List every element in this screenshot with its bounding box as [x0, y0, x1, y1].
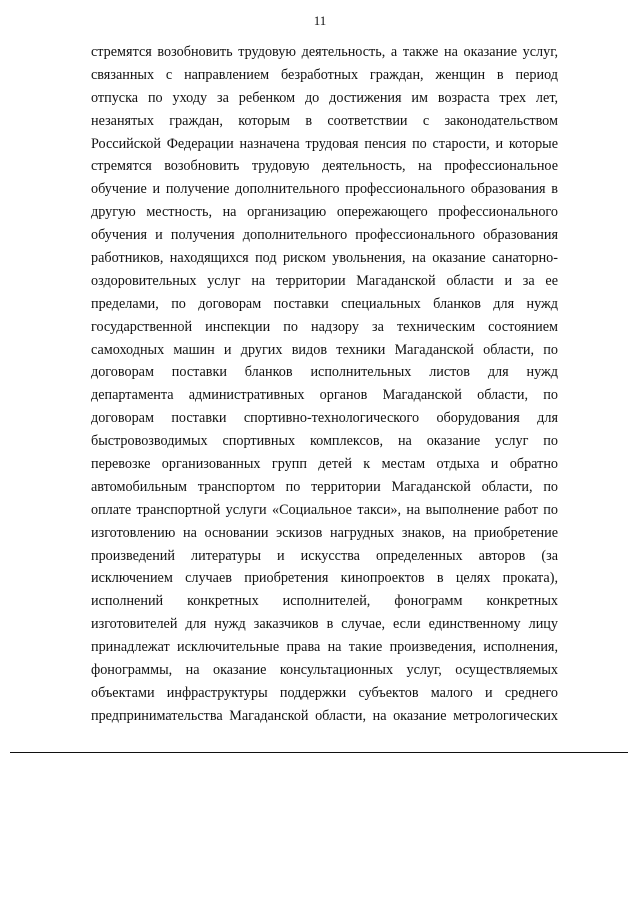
text-line: оплате транспортной услуги «Социальное такси», на выполнение работ по	[91, 501, 558, 518]
text-line: обучения и получения дополнительного профессионального образования	[91, 227, 558, 244]
text-line: оздоровительных услуг на территории Магаданской области и за ее	[91, 272, 558, 289]
text-line: обучение и получение дополнительного профессионального образования в	[91, 181, 558, 198]
text-line: исполнений конкретных исполнителей, фонограмм конкретных	[91, 593, 558, 610]
text-line: принадлежат исключительные права на такие произведения, исполнения,	[91, 639, 558, 656]
text-line: быстровозводимых спортивных комплексов, на оказание услуг по	[91, 433, 558, 450]
text-line: изготовителей для нужд заказчиков в случае, если единственному лицу	[91, 616, 558, 633]
text-line: департамента административных органов Магаданской области, по	[91, 387, 558, 404]
text-line: стремятся возобновить трудовую деятельность, на профессиональное	[91, 158, 558, 175]
text-line: фонограммы, на оказание консультационных услуг, осуществляемых	[91, 662, 558, 679]
text-line: Российской Федерации назначена трудовая пенсия по старости, и которые	[91, 135, 558, 152]
text-line: стремятся возобновить трудовую деятельность, а также на оказание услуг,	[91, 44, 558, 60]
text-line: незанятых граждан, которым в соответствии с законодательством	[91, 112, 558, 129]
page-number: 11	[313, 13, 327, 28]
text-line: изготовлению на основании эскизов нагрудных знаков, на приобретение	[91, 524, 558, 541]
text-line: исключением случаев приобретения кинопроектов в целях проката),	[91, 570, 558, 587]
text-line: работников, находящихся под риском увольнения, на оказание санаторно-	[91, 250, 558, 267]
text-line: объектами инфраструктуры поддержки субъектов малого и среднего	[91, 684, 558, 701]
body-text	[91, 41, 558, 728]
text-line: произведений литературы и искусства определенных авторов (за	[91, 547, 558, 564]
text-line: другую местность, на организацию опережающего профессионального	[91, 204, 558, 221]
text-line: отпуска по уходу за ребенком до достижения им возраста трех лет,	[91, 89, 558, 106]
text-line: автомобильным транспортом по территории Магаданской области, по	[91, 478, 558, 495]
text-line: договорам поставки спортивно-технологического оборудования для	[91, 410, 558, 427]
text-line: самоходных машин и других видов техники Магаданской области, по	[91, 341, 558, 358]
text-line: предпринимательства Магаданской области, на оказание метрологических	[91, 707, 558, 724]
text-line: перевозке организованных групп детей к местам отдыха и обратно	[91, 456, 558, 473]
text-line: государственной инспекции по надзору за техническим состоянием	[91, 318, 558, 335]
footer-rule	[10, 752, 628, 753]
text-line: связанных с направлением безработных граждан, женщин в период	[91, 66, 558, 83]
text-line: пределами, по договорам поставки специальных бланков для нужд	[91, 295, 558, 312]
text-line: договорам поставки бланков исполнительных листов для нужд	[91, 364, 558, 381]
